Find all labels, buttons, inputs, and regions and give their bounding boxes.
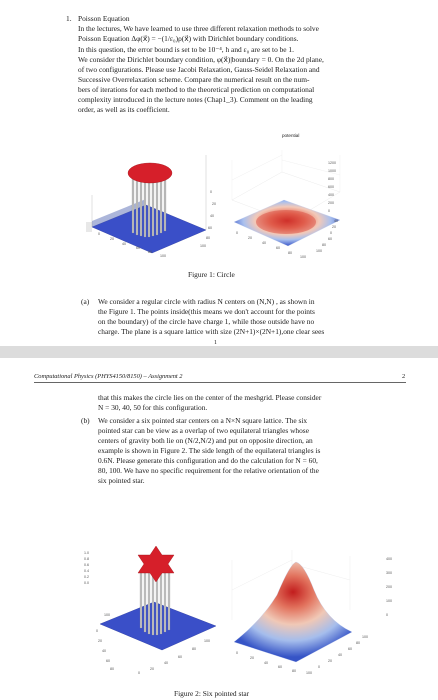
text-line: 0.6N. Please generate this configuration and do the calculation for N = 60,	[98, 456, 318, 465]
tick-label: 80	[206, 236, 210, 240]
part-b-label: (b)	[81, 416, 90, 425]
page-number: 1	[214, 340, 217, 346]
tick-label: 100	[160, 254, 166, 258]
colorbar-tick: 0	[386, 613, 388, 617]
text-line: complexity introduced in the lecture notes (Chap1_3). Comment on the leading	[78, 95, 313, 104]
tick-label: 60	[208, 226, 212, 230]
tick-label: 40	[164, 661, 168, 665]
tick-label: 80	[292, 669, 296, 673]
document-page-2	[0, 358, 438, 700]
text-line: We consider a regular circle with radius N centers on (N,N) , as shown in	[98, 297, 315, 306]
tick-label: 80	[192, 647, 196, 651]
tick-label: 60	[276, 246, 280, 250]
tick-label: 0	[210, 190, 212, 194]
tick-label: 40	[338, 653, 342, 657]
colorbar-title: potential	[282, 133, 300, 138]
text-line: 80, 100. We have no specific requirement for the relative orientation of the	[98, 466, 319, 475]
question-title: Poisson Equation	[78, 14, 130, 23]
figure2-colorbar	[382, 552, 412, 624]
tick-label: 100	[204, 639, 210, 643]
tick-label: 100	[104, 613, 110, 617]
tick-label: 100	[300, 255, 306, 259]
text-line: on the boundary) of the circle have charge 1, while those outside have no	[98, 317, 315, 326]
figure2-potential-3d-plot	[222, 550, 382, 675]
figure2-charge-3d-plot	[84, 546, 229, 681]
text-line: bers of iterations for each method to the theoretical prediction on computational	[78, 85, 315, 94]
tick-label: 0	[138, 671, 140, 675]
tick-label: 100	[306, 671, 312, 675]
tick-label: 80	[288, 251, 292, 255]
tick-label: 20	[98, 639, 102, 643]
text-line: Successive Overrelaxation scheme. Compare the numerical result on the num-	[78, 75, 310, 84]
text-line: that this makes the circle lies on the center of the meshgrid. Please consider	[98, 393, 322, 402]
tick-label: 60	[106, 659, 110, 663]
tick-label: 0	[330, 231, 332, 235]
question-number: 1.	[66, 14, 72, 23]
page-number: 2	[402, 373, 406, 380]
tick-label: 40	[334, 219, 338, 223]
figure1-charge-3d-plot	[84, 135, 229, 260]
colorbar-tick: 1200	[328, 161, 336, 165]
figure2-caption: Figure 2: Six pointed star	[174, 689, 250, 698]
colorbar-tick: 300	[386, 571, 392, 575]
tick-label: 0.2	[84, 575, 89, 579]
tick-label: 60	[348, 647, 352, 651]
tick-label: 0.0	[84, 581, 89, 585]
tick-label: 60	[178, 655, 182, 659]
tick-label: 80	[148, 250, 152, 254]
tick-label: 20	[212, 202, 216, 206]
tick-label: 60	[136, 246, 140, 250]
colorbar-tick: 800	[328, 177, 334, 181]
text-line: order, as well as its coefficient.	[78, 105, 170, 114]
tick-label: 0	[98, 232, 100, 236]
tick-label: 0	[96, 629, 98, 633]
tick-label: 20	[248, 236, 252, 240]
part-a-label: (a)	[81, 297, 90, 306]
colorbar-tick: 0	[328, 209, 330, 213]
tick-label: 20	[110, 237, 114, 241]
page-separator	[0, 346, 438, 358]
text-line: Poisson Equation Δφ(x⃗) = −(1/ε₀)ρ(x⃗) with Dirichlet boundary conditions.	[78, 34, 299, 43]
colorbar-tick: 200	[328, 201, 334, 205]
text-line: We consider a six pointed star centers on a N×N square lattice. The six	[98, 416, 308, 425]
tick-label: 60	[278, 665, 282, 669]
tick-label: 20	[328, 659, 332, 663]
tick-label: 80	[356, 641, 360, 645]
tick-label: 100	[362, 635, 368, 639]
text-line: charge. The plane is a square lattice with size (2N+1)×(2N+1),one clear sees	[98, 327, 325, 336]
colorbar-tick: 100	[386, 599, 392, 603]
tick-label: 40	[262, 241, 266, 245]
text-line: We consider the Dirichlet boundary condition, φ(x⃗)|boundary = 0. On the 2d plane,	[78, 55, 324, 64]
text-line: example is shown in Figure 2. The side length of the equilateral triangles is	[98, 446, 321, 455]
text-line: In this question, the error bound is set to be 10⁻⁴, h and ε₀ are set to be 1.	[78, 45, 294, 54]
tick-label: 40	[264, 661, 268, 665]
document-page-1	[0, 0, 438, 346]
colorbar-tick: 400	[328, 193, 334, 197]
tick-label: 20	[250, 656, 254, 660]
tick-label: 80	[322, 243, 326, 247]
text-line: In the lectures, We have learned to use three different relaxation methods to solve	[78, 24, 319, 33]
tick-label: 20	[332, 225, 336, 229]
tick-label: 40	[102, 649, 106, 653]
tick-label: 0.8	[84, 557, 89, 561]
text-line: N = 30, 40, 50 for this configuration.	[98, 403, 208, 412]
text-line: of two configurations. Please use Jacobi Relaxation, Gauss-Seidel Relaxation and	[78, 65, 320, 74]
text-line: pointed star can be view as a overlap of two equilateral triangles whose	[98, 426, 309, 435]
tick-label: 0	[236, 231, 238, 235]
text-line: centers of gravity both lie on (N/2,N/2) and put on opposite direction, an	[98, 436, 313, 445]
figure1-colorbar	[324, 158, 354, 220]
header-rule	[34, 382, 406, 383]
running-header: Computational Physics (PHYS4150/8150) – Assignment 2	[34, 373, 183, 380]
colorbar-tick: 1000	[328, 169, 336, 173]
tick-label: 0.4	[84, 569, 89, 573]
text-line: the Figure 1. The points inside(this means we don't account for the points	[98, 307, 315, 316]
tick-label: 80	[110, 667, 114, 671]
tick-label: 100	[316, 249, 322, 253]
colorbar-tick: 600	[328, 185, 334, 189]
tick-label: 40	[122, 242, 126, 246]
tick-label: 40	[210, 214, 214, 218]
figure1-caption: Figure 1: Circle	[188, 270, 235, 279]
tick-label: 20	[150, 667, 154, 671]
colorbar-tick: 200	[386, 585, 392, 589]
tick-label: 0	[318, 665, 320, 669]
tick-label: 0.6	[84, 563, 89, 567]
tick-label: 1.0	[84, 551, 89, 555]
colorbar-tick: 400	[386, 557, 392, 561]
tick-label: 0	[236, 651, 238, 655]
tick-label: 60	[328, 237, 332, 241]
tick-label: 100	[200, 244, 206, 248]
text-line: six pointed star.	[98, 476, 145, 485]
